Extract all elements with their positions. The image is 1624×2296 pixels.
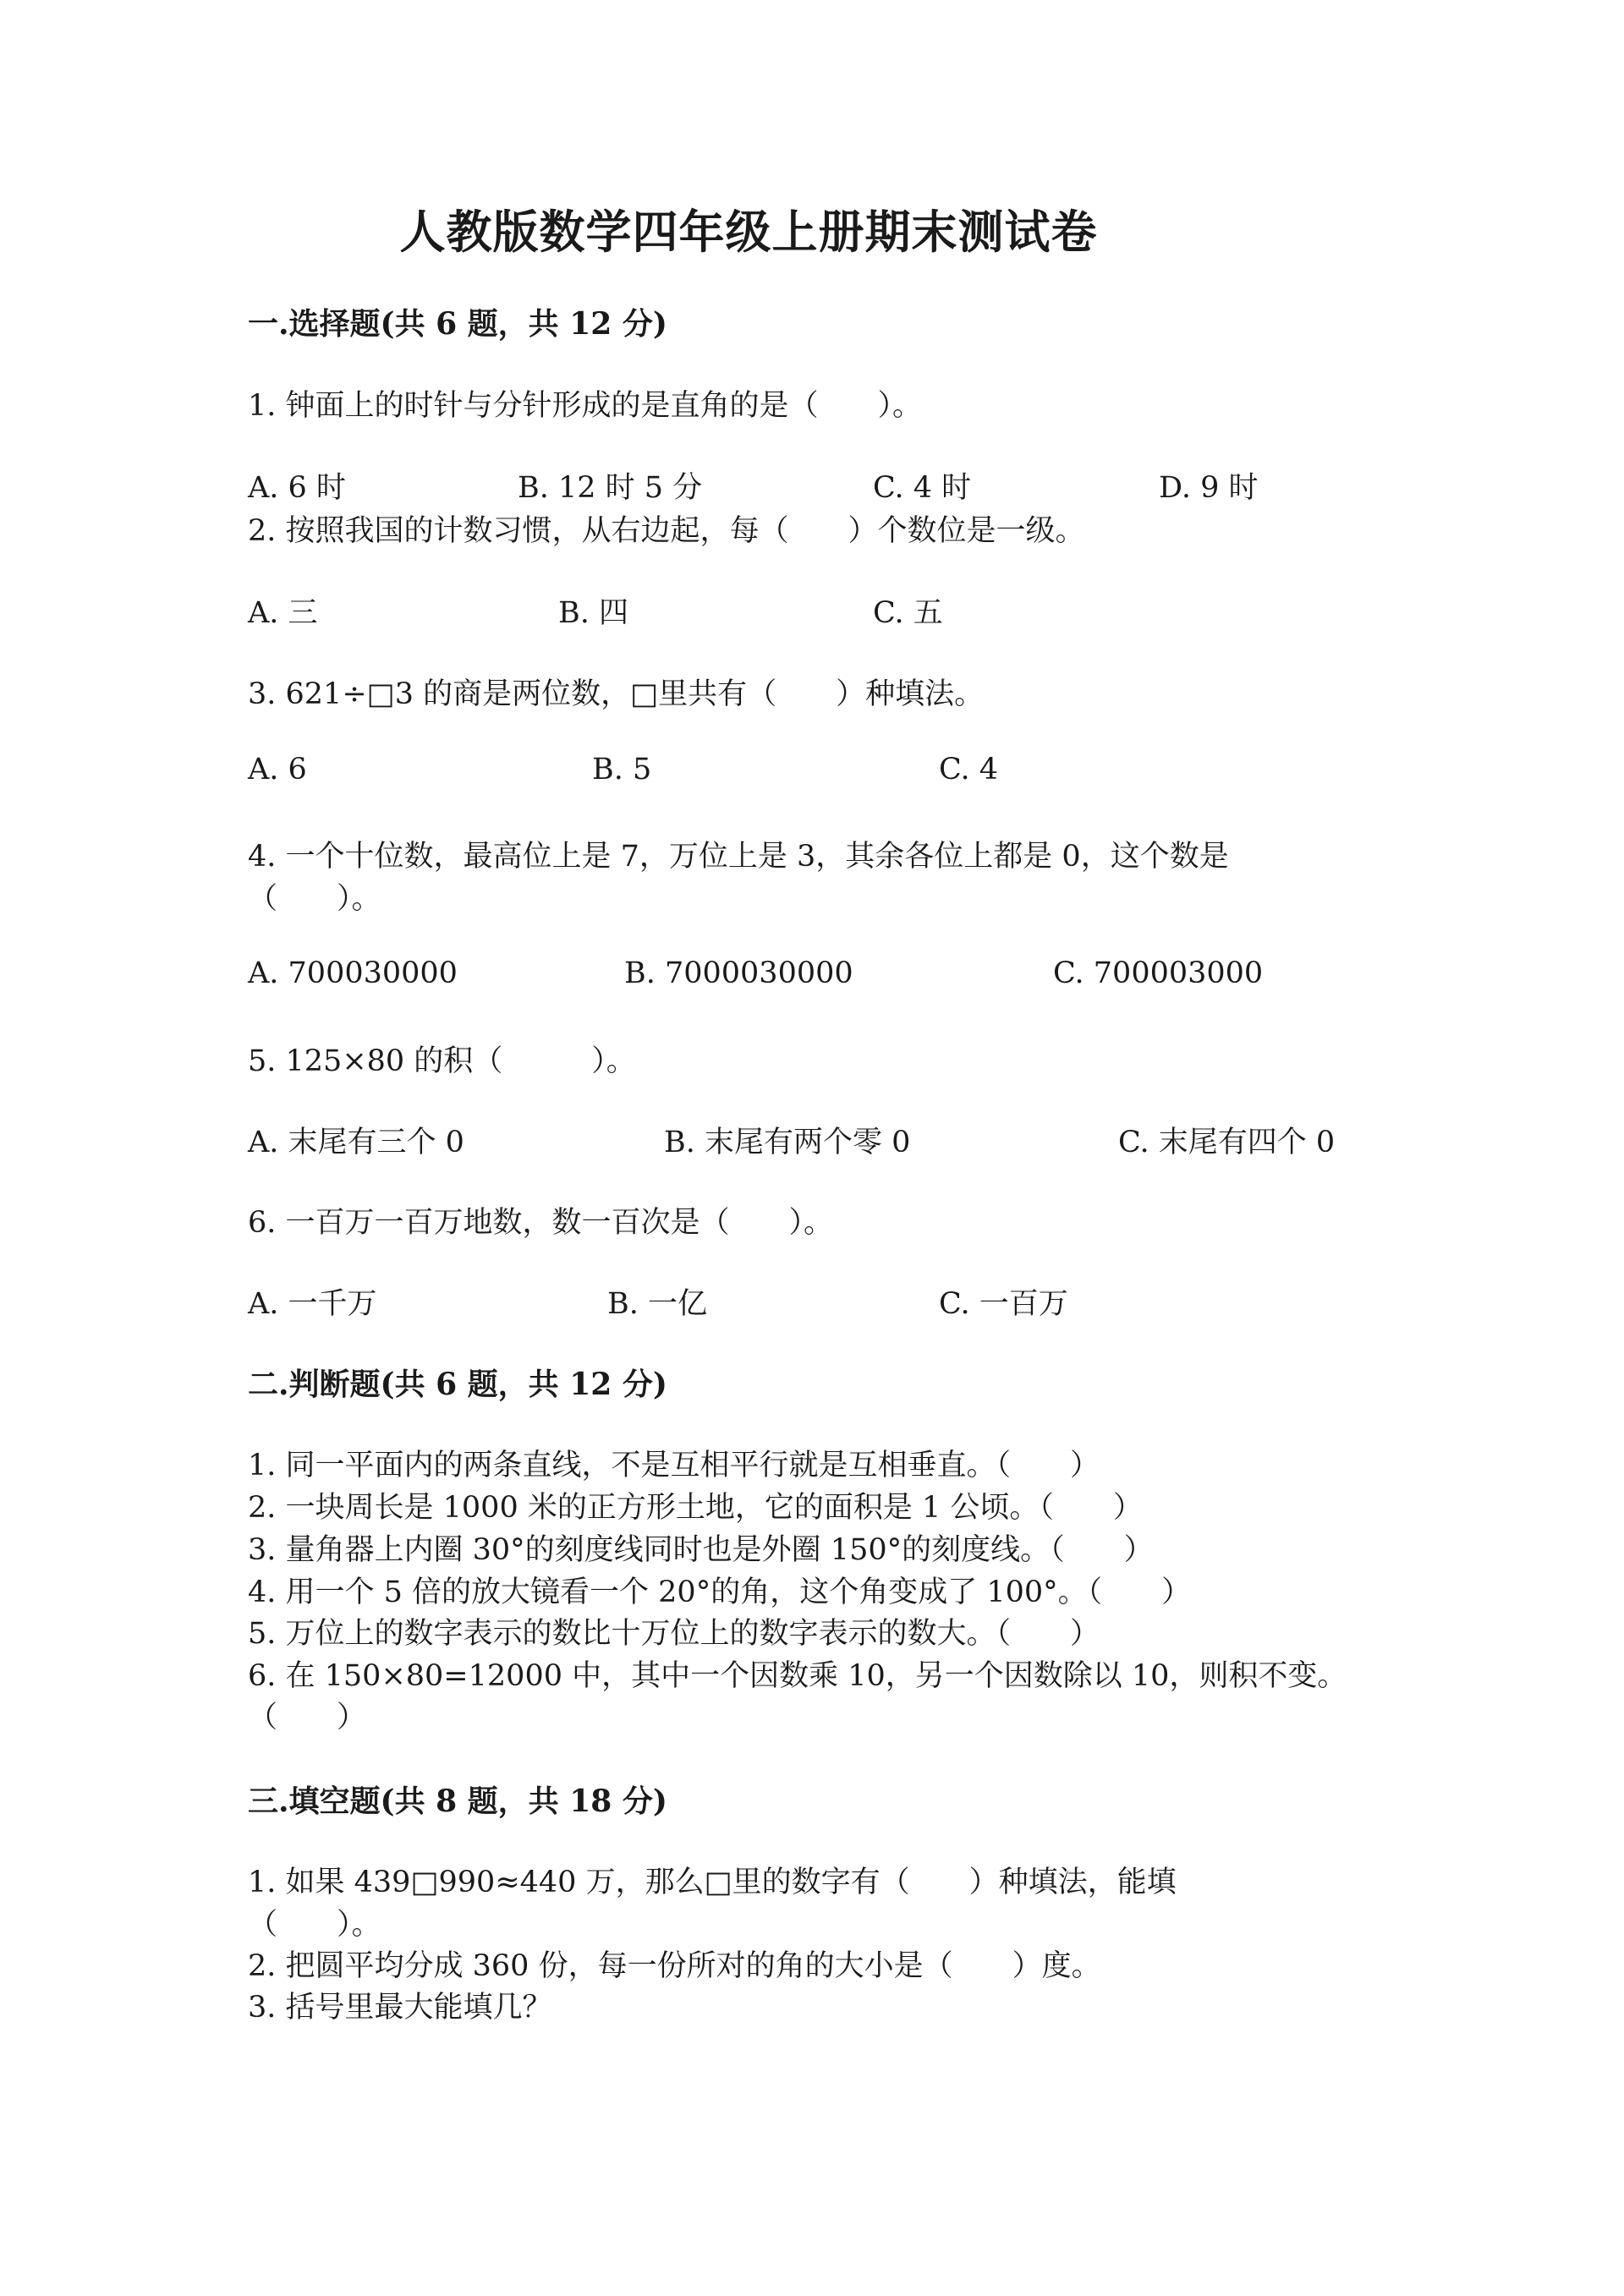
question-text: 6. 在 150×80=12000 中，其中一个因数乘 10，另一个因数除以 10，则积不变。 bbox=[248, 1659, 1347, 1693]
option-a: A. 700030000 bbox=[248, 956, 458, 990]
section-heading-fill-in: 三.填空题(共 8 题，共 18 分) bbox=[248, 1784, 667, 1819]
question-text: 3. 621÷□3 的商是两位数，□里共有（ ）种填法。 bbox=[248, 677, 985, 711]
option-c: C. 末尾有四个 0 bbox=[1118, 1126, 1336, 1159]
option-a: A. 6 时 bbox=[248, 471, 346, 505]
option-a: A. 6 bbox=[248, 753, 307, 786]
question-text: 2. 一块周长是 1000 米的正方形土地，它的面积是 1 公顷。（ ） bbox=[248, 1491, 1143, 1525]
question-text: 1. 同一平面内的两条直线，不是互相平行就是互相垂直。（ ） bbox=[248, 1449, 1100, 1482]
question-text: 3. 括号里最大能填几？ bbox=[248, 1991, 552, 2025]
option-b: B. 12 时 5 分 bbox=[518, 471, 703, 505]
question-text-continued: （ ）。 bbox=[248, 882, 381, 916]
option-c: C. 700003000 bbox=[1053, 956, 1264, 990]
option-a: A. 一千万 bbox=[248, 1287, 377, 1321]
question-text: 6. 一百万一百万地数，数一百次是（ ）。 bbox=[248, 1206, 834, 1240]
section-heading-judgment: 二.判断题(共 6 题，共 12 分) bbox=[248, 1367, 667, 1402]
option-d: D. 9 时 bbox=[1159, 471, 1259, 505]
option-a: A. 末尾有三个 0 bbox=[248, 1126, 464, 1159]
option-c: C. 五 bbox=[873, 596, 943, 630]
option-b: B. 末尾有两个零 0 bbox=[664, 1126, 911, 1159]
question-text: 5. 万位上的数字表示的数比十万位上的数字表示的数大。（ ） bbox=[248, 1617, 1100, 1651]
question-text: 4. 一个十位数，最高位上是 7，万位上是 3，其余各位上都是 0，这个数是 bbox=[248, 840, 1229, 874]
question-text: 1. 如果 439□990≈440 万，那么□里的数字有（ ）种填法，能填 bbox=[248, 1866, 1177, 1899]
option-b: B. 7000030000 bbox=[624, 956, 853, 990]
option-b: B. 一亿 bbox=[607, 1287, 707, 1321]
question-text: 3. 量角器上内圈 30°的刻度线同时也是外圈 150°的刻度线。（ ） bbox=[248, 1533, 1154, 1567]
question-text-continued: （ ）。 bbox=[248, 1908, 381, 1942]
option-c: C. 一百万 bbox=[939, 1287, 1068, 1321]
question-text: 5. 125×80 的积（ ）。 bbox=[248, 1044, 636, 1078]
question-text: 4. 用一个 5 倍的放大镜看一个 20°的角，这个角变成了 100°。（ ） bbox=[248, 1575, 1192, 1609]
question-text: 1. 钟面上的时针与分针形成的是直角的是（ ）。 bbox=[248, 389, 923, 423]
option-b: B. 5 bbox=[592, 753, 652, 786]
question-text-continued: （ ） bbox=[248, 1701, 367, 1734]
option-b: B. 四 bbox=[558, 596, 628, 630]
option-c: C. 4 bbox=[939, 753, 999, 786]
page-title: 人教版数学四年级上册期末测试卷 bbox=[399, 205, 1098, 259]
question-text: 2. 按照我国的计数习惯，从右边起，每（ ）个数位是一级。 bbox=[248, 514, 1085, 548]
option-c: C. 4 时 bbox=[873, 471, 972, 505]
question-text: 2. 把圆平均分成 360 份，每一份所对的角的大小是（ ）度。 bbox=[248, 1949, 1101, 1983]
section-heading-choice: 一.选择题(共 6 题，共 12 分) bbox=[248, 306, 667, 342]
option-a: A. 三 bbox=[248, 596, 318, 630]
